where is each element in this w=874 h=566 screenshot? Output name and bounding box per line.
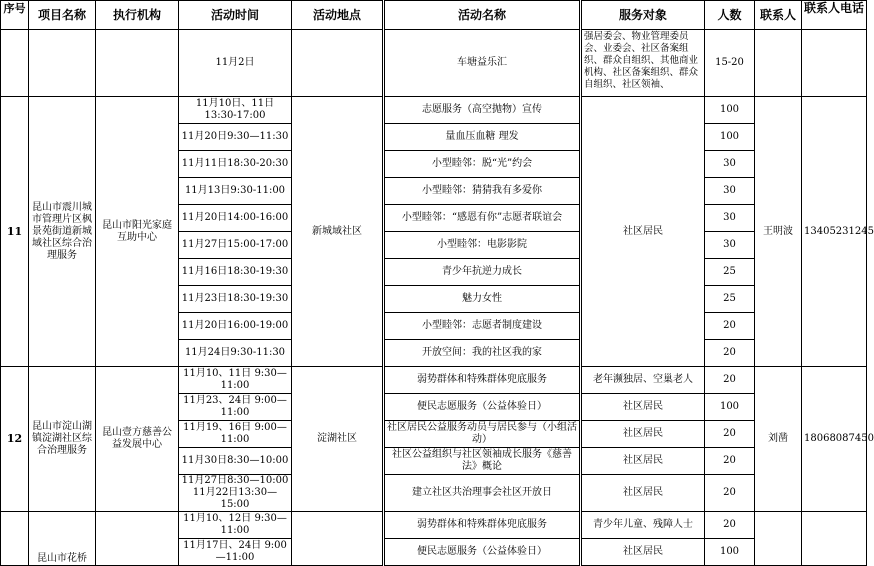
activity-cell: 建立社区共治理事会社区开放日 — [384, 475, 581, 512]
target-cell: 社区居民 — [581, 394, 705, 421]
time-cell: 11月24日9:30-11:30 — [179, 340, 292, 367]
header-project: 项目名称 — [29, 1, 96, 30]
header-target: 服务对象 — [581, 1, 705, 30]
people-cell: 30 — [705, 178, 755, 205]
project-cell: 昆山市淀山湖镇淀湖社区综合治理服务 — [29, 367, 96, 512]
people-cell: 100 — [705, 539, 755, 566]
table-row — [1, 367, 867, 394]
people-cell: 100 — [705, 124, 755, 151]
time-cell: 11月20日9:30—11:30 — [179, 124, 292, 151]
project-cell: 昆山市花桥 — [29, 512, 96, 566]
activity-cell: 弱势群体和特殊群体兜底服务 — [384, 367, 581, 394]
org-cell: 昆山壹方慈善公益发展中心 — [96, 367, 179, 512]
time-cell: 11月19、16日 9:00—11:00 — [179, 421, 292, 448]
people-cell: 100 — [705, 97, 755, 124]
time-cell: 11月17日、24日 9:00—11:00 — [179, 539, 292, 566]
header-time: 活动时间 — [179, 1, 292, 30]
time-cell: 11月11日18:30-20:30 — [179, 151, 292, 178]
target-cell: 社区居民 — [581, 97, 705, 367]
activity-cell: 便民志愿服务（公益体验日） — [384, 539, 581, 566]
time-cell: 11月16日18:30-19:30 — [179, 259, 292, 286]
people-cell: 25 — [705, 286, 755, 313]
people-cell: 25 — [705, 259, 755, 286]
people-cell: 20 — [705, 512, 755, 539]
header-org: 执行机构 — [96, 1, 179, 30]
activity-cell: 量血压血糖 理发 — [384, 124, 581, 151]
time-cell: 11月20日16:00-19:00 — [179, 313, 292, 340]
people-cell: 15-20 — [705, 30, 755, 97]
time-cell: 11月10日、11日13:30-17:00 — [179, 97, 292, 124]
table-row — [1, 30, 867, 97]
activity-cell: 小型睦邻：猜猜我有多爱你 — [384, 178, 581, 205]
org-cell: 昆山市阳光家庭互助中心 — [96, 97, 179, 367]
project-cell: 昆山市震川城市管理片区枫景苑街道新城域社区综合治理服务 — [29, 97, 96, 367]
place-cell: 新城域社区 — [292, 97, 384, 367]
time-cell: 11月27日8:30—10:00 11月22日13:30—15:00 — [179, 475, 292, 512]
activity-cell: 社区居民公益服务动员与居民参与（小组活动） — [384, 421, 581, 448]
target-cell: 强居委会、物业管理委员会、业委会、社区备案组织、群众自组织、其他商业机构、社区备案组织、群众自组织、社区领袖、 — [581, 30, 705, 97]
activity-cell: 车塘益乐汇 — [384, 30, 581, 97]
time-cell: 11月30日8:30—10:00 — [179, 448, 292, 475]
people-cell: 30 — [705, 205, 755, 232]
phone-cell: 13405231245 — [802, 97, 867, 367]
people-cell: 30 — [705, 151, 755, 178]
header-activity: 活动名称 — [384, 1, 581, 30]
people-cell: 20 — [705, 367, 755, 394]
time-cell: 11月27日15:00-17:00 — [179, 232, 292, 259]
target-cell: 社区居民 — [581, 448, 705, 475]
time-cell: 11月10、12日 9:30—11:00 — [179, 512, 292, 539]
people-cell: 20 — [705, 421, 755, 448]
activity-cell: 小型睦邻：志愿者制度建设 — [384, 313, 581, 340]
contact-cell: 刘凿 — [755, 367, 802, 512]
activity-cell: 青少年抗逆力成长 — [384, 259, 581, 286]
time-cell: 11月20日14:00-16:00 — [179, 205, 292, 232]
time-cell: 11月23日18:30-19:30 — [179, 286, 292, 313]
time-cell: 11月2日 — [179, 30, 292, 97]
header-contact: 联系人 — [755, 1, 802, 30]
target-cell: 社区居民 — [581, 475, 705, 512]
target-cell: 社区居民 — [581, 421, 705, 448]
header-seq: 序号 — [1, 1, 29, 30]
contact-cell: 王明波 — [755, 97, 802, 367]
target-cell: 老年濒独居、空巢老人 — [581, 367, 705, 394]
time-cell: 11月23、24日 9:00—11:00 — [179, 394, 292, 421]
seq-cell: 12 — [1, 367, 29, 512]
phone-cell: 18068087450 — [802, 367, 867, 512]
people-cell: 30 — [705, 232, 755, 259]
people-cell: 20 — [705, 313, 755, 340]
header-row — [1, 1, 867, 30]
time-cell: 11月10、11日 9:30—11:00 — [179, 367, 292, 394]
table-row — [1, 512, 867, 539]
people-cell: 20 — [705, 448, 755, 475]
target-cell: 青少年儿童、残障人士 — [581, 512, 705, 539]
activity-cell: 便民志愿服务（公益体验日） — [384, 394, 581, 421]
time-cell: 11月13日9:30-11:00 — [179, 178, 292, 205]
header-place: 活动地点 — [292, 1, 384, 30]
place-cell: 淀湖社区 — [292, 367, 384, 512]
activity-cell: 小型睦邻：电影影院 — [384, 232, 581, 259]
activity-cell: 弱势群体和特殊群体兜底服务 — [384, 512, 581, 539]
people-cell: 100 — [705, 394, 755, 421]
activity-cell: 志愿服务（高空抛物）宣传 — [384, 97, 581, 124]
people-cell: 20 — [705, 340, 755, 367]
header-phone: 联系人电话 — [802, 1, 867, 30]
target-cell: 社区居民 — [581, 539, 705, 566]
people-cell: 20 — [705, 475, 755, 512]
activity-cell: 魅力女性 — [384, 286, 581, 313]
seq-cell: 11 — [1, 97, 29, 367]
activity-cell: 开放空间：我的社区我的家 — [384, 340, 581, 367]
header-people: 人数 — [705, 1, 755, 30]
activity-cell: 小型睦邻：脱“光”约会 — [384, 151, 581, 178]
activity-cell: 小型睦邻：“感恩有你”志愿者联谊会 — [384, 205, 581, 232]
activity-cell: 社区公益组织与社区领袖成长服务《慈善法》概论 — [384, 448, 581, 475]
table-row — [1, 97, 867, 124]
